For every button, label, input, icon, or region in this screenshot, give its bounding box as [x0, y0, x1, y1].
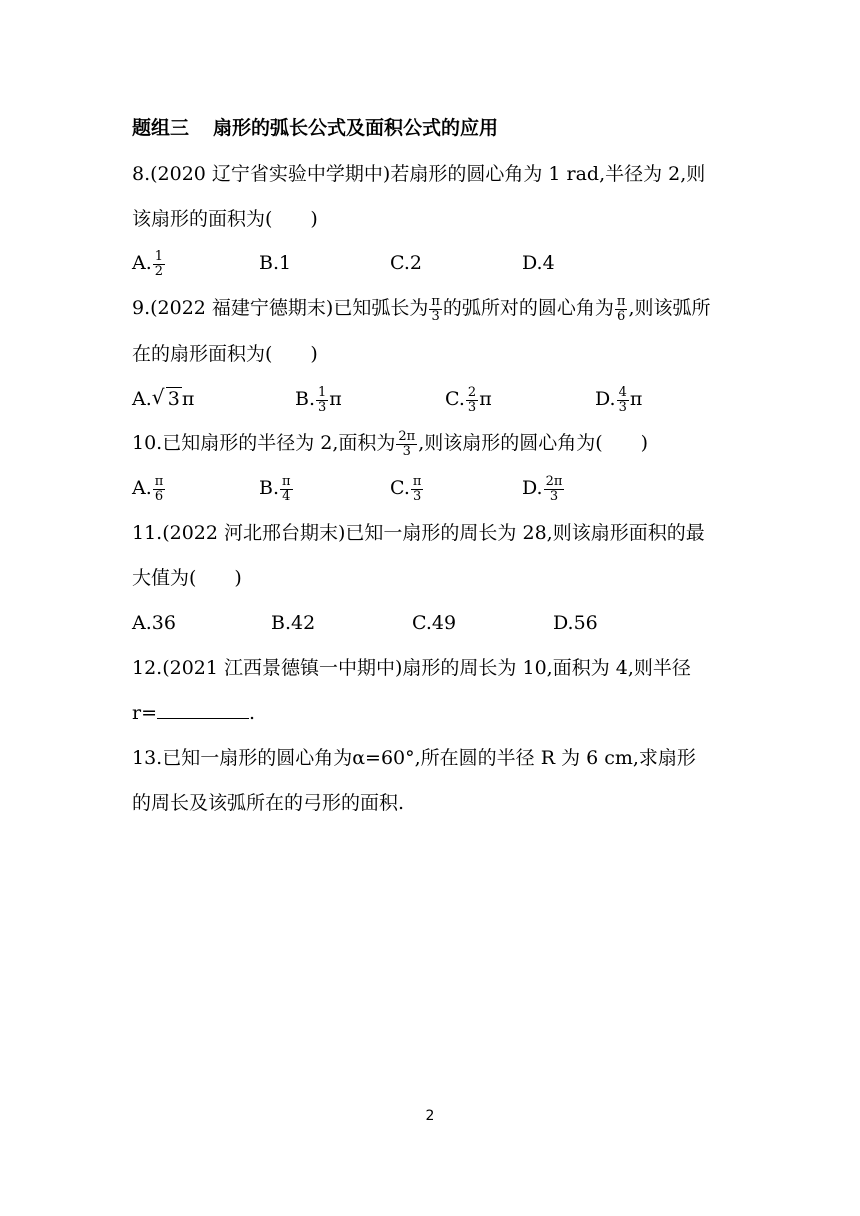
- q8-option-a: A. $\frac{1}{2}$: [132, 248, 164, 279]
- q10-option-a: A. $\frac{\pi}{6}$: [132, 473, 164, 504]
- fraction: $\frac{\pi}{4}$: [282, 473, 291, 504]
- q9-option-a: A. √ 3 π: [132, 384, 194, 414]
- q8-line2: 该扇形的面积为( ): [132, 208, 318, 230]
- q12-line2: r= .: [132, 702, 256, 724]
- q9-line1: 9.(2022 福建宁德期末)已知弧长为 $\frac{\pi}{3}$ 的弧所对的圆心角为 $\frac{\pi}{6}$ ,则该弧所: [132, 293, 711, 324]
- q9-line2: 在的扇形面积为( ): [132, 343, 318, 365]
- heading-title: 扇形的弧长公式及面积公式的应用: [213, 117, 499, 139]
- q9-option-c: C. $\frac{2}{3}$ π: [445, 384, 492, 415]
- fraction: $\frac{4}{3}$: [618, 384, 627, 415]
- page-number: 2: [425, 1108, 435, 1124]
- answer-blank: [157, 702, 249, 719]
- fraction: $\frac{\pi}{3}$: [412, 473, 422, 504]
- fraction: $\frac{\pi}{3}$: [431, 293, 440, 324]
- q8-line1: 8.(2020 辽宁省实验中学期中)若扇形的圆心角为 1 rad,半径为 2,则: [132, 163, 706, 185]
- sqrt-symbol: √ 3: [151, 385, 180, 410]
- q11-line1: 11.(2022 河北邢台期末)已知一扇形的周长为 28,则该扇形面积的最: [132, 522, 705, 544]
- q8-option-d: D.4: [522, 252, 555, 274]
- q10-option-c: C. $\frac{\pi}{3}$: [390, 473, 422, 504]
- q10-option-d: D. $\frac{2\pi}{3}$: [522, 473, 563, 504]
- q12-line1: 12.(2021 江西景德镇一中期中)扇形的周长为 10,面积为 4,则半径: [132, 657, 691, 679]
- fraction: $\frac{1}{3}$: [318, 384, 327, 415]
- section-heading: [132, 113, 498, 143]
- q13-line1: 13.已知一扇形的圆心角为α=60°,所在圆的半径 R 为 6 cm,求扇形: [132, 747, 696, 769]
- q9-option-b: B. $\frac{1}{3}$ π: [295, 384, 342, 415]
- q8-option-c: C.2: [390, 252, 422, 274]
- q11-option-a: A.36: [132, 612, 176, 634]
- q10-option-b: B. $\frac{\pi}{4}$: [259, 473, 291, 504]
- q8-option-b: B.1: [259, 252, 292, 274]
- fraction: $\frac{2\pi}{3}$: [398, 428, 416, 459]
- fraction: $\frac{\pi}{6}$: [154, 473, 164, 504]
- q11-line2: 大值为( ): [132, 567, 242, 589]
- q11-option-c: C.49: [412, 612, 457, 634]
- fraction: $\frac{1}{2}$: [154, 248, 164, 279]
- fraction: $\frac{2}{3}$: [467, 384, 477, 415]
- heading-group-label: 题组三: [132, 117, 190, 139]
- q13-line2: 的周长及该弧所在的弓形的面积.: [132, 792, 405, 814]
- fraction: $\frac{\pi}{6}$: [616, 293, 626, 324]
- fraction: $\frac{2\pi}{3}$: [545, 473, 563, 504]
- q11-option-b: B.42: [271, 612, 316, 634]
- q10-line1: 10.已知扇形的半径为 2,面积为 $\frac{2\pi}{3}$ ,则该扇形的圆心角为( ): [132, 428, 649, 459]
- q9-option-d: D. $\frac{4}{3}$ π: [595, 384, 643, 415]
- q11-option-d: D.56: [553, 612, 598, 634]
